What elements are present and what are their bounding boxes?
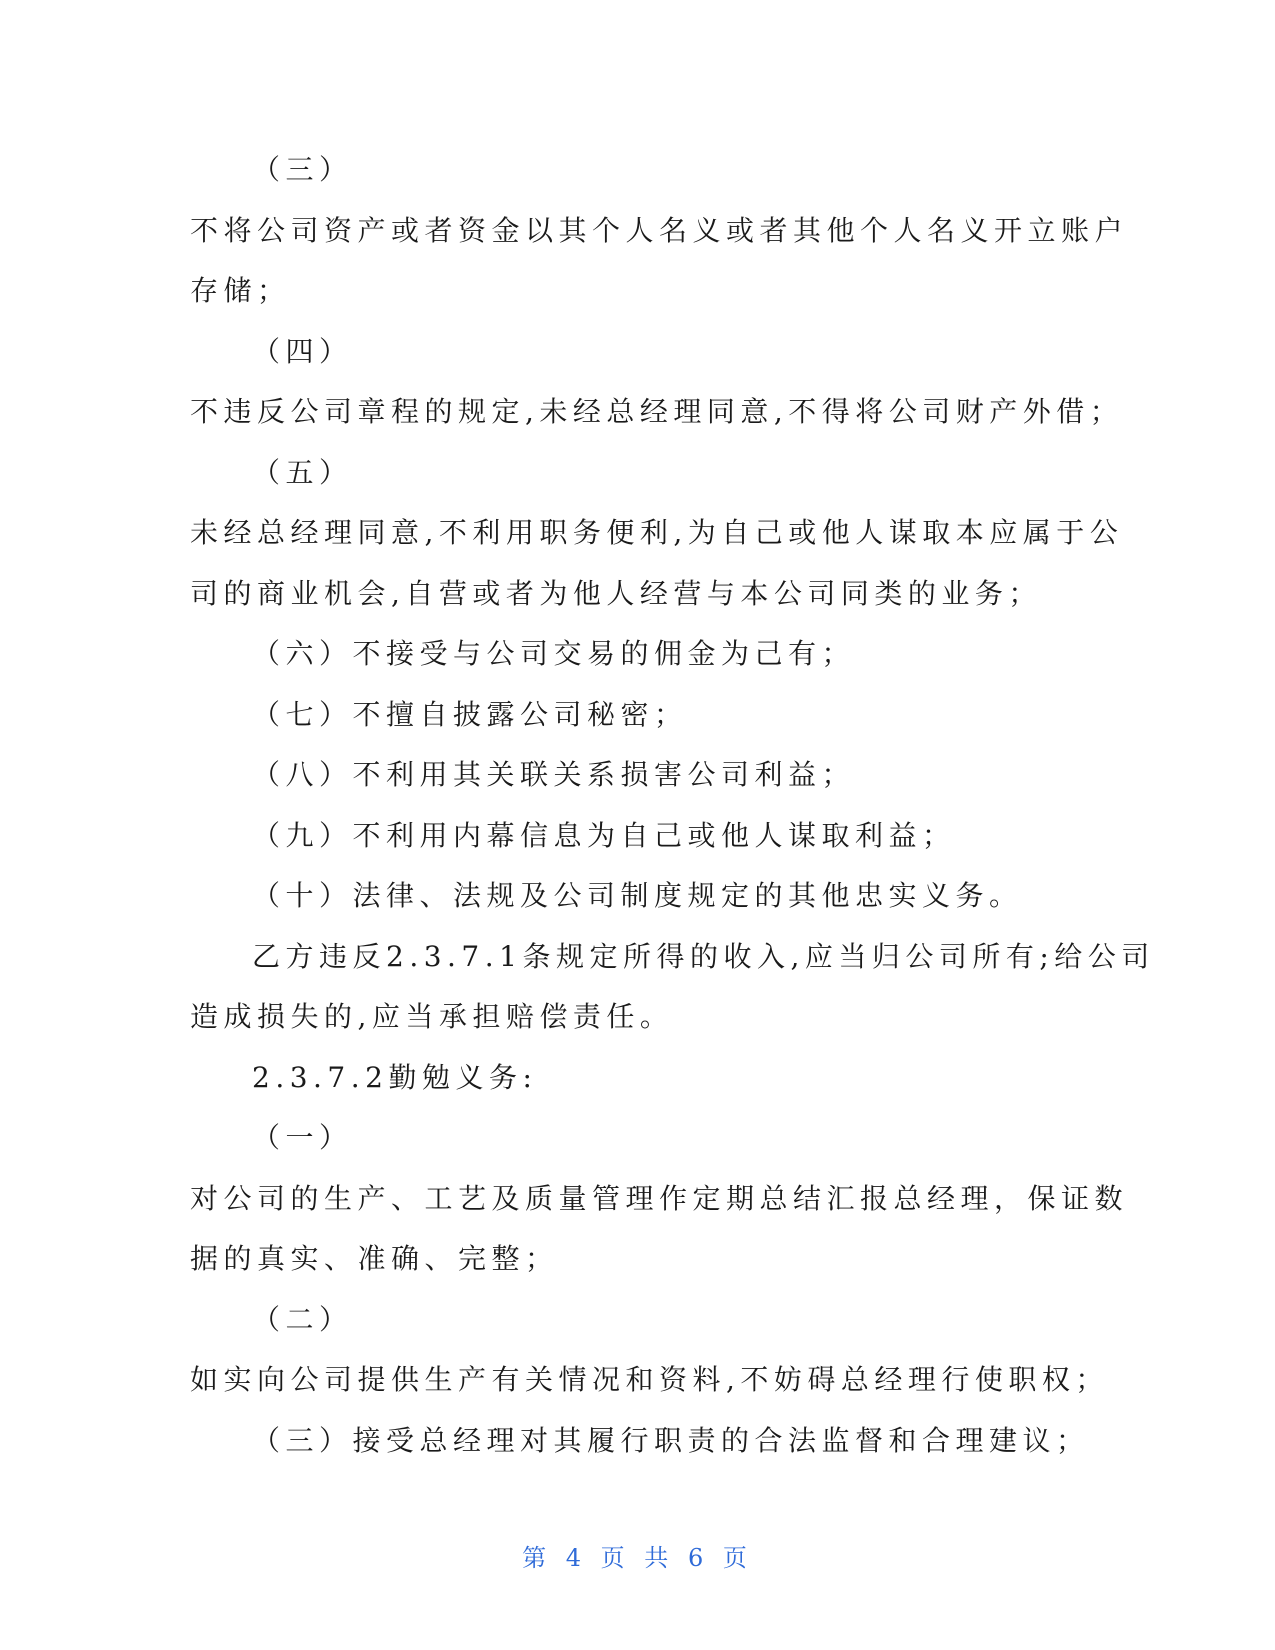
paragraph-line: 不将公司资产或者资金以其个人名义或者其他个人名义开立账户 — [190, 213, 1129, 247]
item-heading: （五） — [252, 455, 353, 489]
item-heading: （四） — [252, 334, 353, 368]
section-heading: 2.3.7.2勤勉义务: — [252, 1060, 538, 1094]
page-number-footer: 第 4 页 共 6 页 — [522, 1544, 753, 1572]
paragraph-line: 不违反公司章程的规定,未经总经理同意,不得将公司财产外借； — [190, 395, 1124, 428]
list-item: （十）法律、法规及公司制度规定的其他忠实义务。 — [252, 879, 1023, 912]
list-item: （六）不接受与公司交易的佣金为己有； — [252, 637, 856, 670]
document-body — [190, 140, 1155, 1471]
item-heading: （三） — [252, 153, 353, 186]
list-item: （三）接受总经理对其履行职责的合法监督和合理建议； — [252, 1423, 1090, 1457]
paragraph-line: 据的真实、准确、完整； — [190, 1242, 559, 1275]
paragraph-line: 存储； — [190, 274, 291, 307]
paragraph-line: 对公司的生产、工艺及质量管理作定期总结汇报总经理，保证数 — [190, 1181, 1129, 1215]
list-item: （九）不利用内幕信息为自己或他人谋取利益； — [252, 818, 956, 852]
item-heading: （二） — [252, 1302, 353, 1336]
list-item: （八）不利用其关联关系损害公司利益； — [252, 758, 856, 791]
list-item: （七）不擅自披露公司秘密； — [252, 697, 688, 731]
item-heading: （一） — [252, 1121, 353, 1154]
paragraph-line: 造成损失的,应当承担赔偿责任。 — [190, 1000, 674, 1033]
paragraph-line: 未经总经理同意,不利用职务便利,为自己或他人谋取本应属于公 — [190, 516, 1124, 549]
paragraph-line: 如实向公司提供生产有关情况和资料,不妨碍总经理行使职权； — [190, 1363, 1109, 1396]
paragraph-line: 乙方违反2.3.7.1条规定所得的收入,应当归公司所有;给公司 — [252, 939, 1155, 973]
paragraph-line: 司的商业机会,自营或者为他人经营与本公司同类的业务； — [190, 576, 1042, 610]
